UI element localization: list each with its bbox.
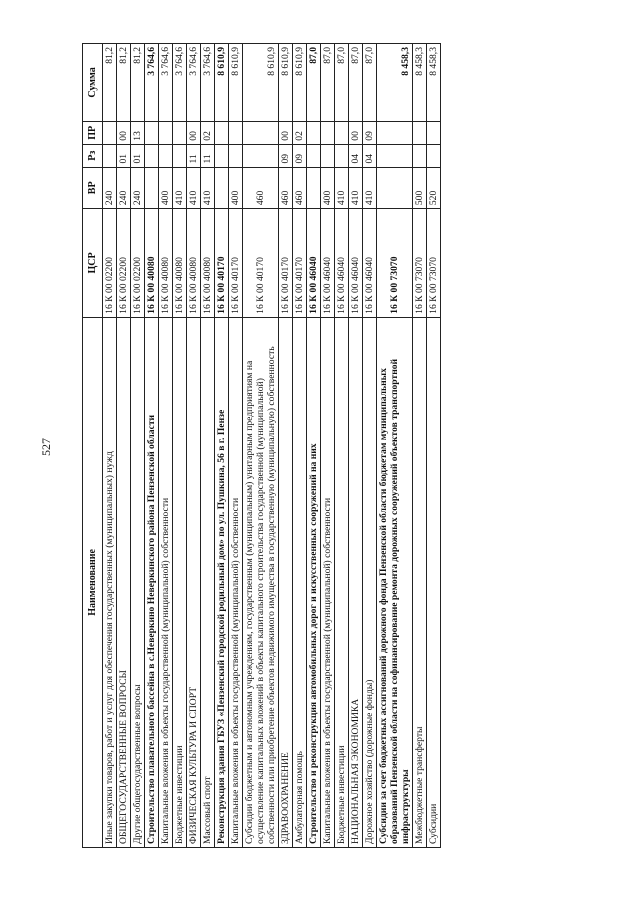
table-row — [293, 44, 307, 848]
cell-vr: 410 — [201, 167, 215, 209]
cell-csr: 16 К 00 40170 — [293, 209, 307, 318]
table-row — [159, 44, 173, 848]
cell-rz: 04 — [363, 144, 377, 167]
cell-rz — [229, 144, 243, 167]
table-row — [215, 44, 229, 848]
cell-csr: 16 К 00 46040 — [307, 209, 321, 318]
cell-vr: 400 — [321, 167, 335, 209]
cell-sum: 3 764,6 — [173, 44, 187, 122]
cell-rz — [215, 144, 229, 167]
cell-rz — [103, 144, 117, 167]
cell-rz — [173, 144, 187, 167]
cell-csr: 16 К 00 73070 — [377, 209, 413, 318]
table-row — [243, 44, 279, 848]
cell-sum: 8 610,9 — [293, 44, 307, 122]
cell-name: Капитальные вложения в объекты государственной (муниципальной) собственности — [321, 317, 335, 847]
cell-name: Капитальные вложения в объекты государственной (муниципальной) собственности — [159, 317, 173, 847]
cell-vr — [145, 167, 159, 209]
cell-name: Бюджетные инвестиции — [173, 317, 187, 847]
cell-pr: 00 — [349, 121, 363, 144]
cell-vr — [215, 167, 229, 209]
cell-pr — [321, 121, 335, 144]
table-row — [187, 44, 201, 848]
cell-rz — [377, 144, 413, 167]
table-row — [427, 44, 441, 848]
budget-table-rotated — [82, 43, 568, 848]
cell-sum: 87,0 — [321, 44, 335, 122]
cell-csr: 16 К 00 02200 — [103, 209, 117, 318]
cell-vr: 500 — [413, 167, 427, 209]
cell-csr: 16 К 00 02200 — [131, 209, 145, 318]
cell-pr — [377, 121, 413, 144]
table-row — [349, 44, 363, 848]
cell-vr: 410 — [363, 167, 377, 209]
cell-name: Массовый спорт — [201, 317, 215, 847]
cell-vr: 410 — [187, 167, 201, 209]
cell-csr: 16 К 00 40170 — [215, 209, 229, 318]
cell-csr: 16 К 00 40170 — [279, 209, 293, 318]
table-body — [103, 44, 441, 848]
cell-rz: 11 — [187, 144, 201, 167]
cell-pr: 00 — [279, 121, 293, 144]
cell-csr: 16 К 00 46040 — [349, 209, 363, 318]
cell-sum: 8 458,3 — [413, 44, 427, 122]
cell-rz: 09 — [279, 144, 293, 167]
cell-pr — [103, 121, 117, 144]
cell-pr — [229, 121, 243, 144]
cell-name: ОБЩЕГОСУДАРСТВЕННЫЕ ВОПРОСЫ — [117, 317, 131, 847]
header-name: Наименование — [83, 317, 103, 847]
header-pr: ПР — [83, 121, 103, 144]
cell-vr: 240 — [103, 167, 117, 209]
cell-csr: 16 К 00 02200 — [117, 209, 131, 318]
header-rz: Рз — [83, 144, 103, 167]
cell-csr: 16 К 00 40170 — [229, 209, 243, 318]
cell-name: Амбулаторная помощь — [293, 317, 307, 847]
table-row — [173, 44, 187, 848]
cell-pr: 00 — [187, 121, 201, 144]
cell-name: Реконструкция здания ГБУЗ «Пензенский городской родильный дом» по ул. Пушкина, 56 в г. Пензе — [215, 317, 229, 847]
cell-name: НАЦИОНАЛЬНАЯ ЭКОНОМИКА — [349, 317, 363, 847]
cell-sum: 8 458,3 — [427, 44, 441, 122]
cell-name: Субсидии бюджетным и автономным учреждениям, государственным (муниципальным) унитарным предприятиям на осуществление капитальных вложений в объекты капитального строительства государственной (муниципальной) собственности или приобретение объектов недвижимого имущества в государственную (муниципальную) собственность — [243, 317, 279, 847]
cell-sum: 87,0 — [307, 44, 321, 122]
cell-name: Строительство плавательного бассейна в с.Неверкино Неверкинского района Пензенской области — [145, 317, 159, 847]
cell-csr: 16 К 00 40170 — [243, 209, 279, 318]
cell-name: Бюджетные инвестиции — [335, 317, 349, 847]
table-row — [279, 44, 293, 848]
cell-sum: 87,0 — [363, 44, 377, 122]
cell-name: Дорожное хозяйство (дорожные фонды) — [363, 317, 377, 847]
cell-csr: 16 К 00 40080 — [145, 209, 159, 318]
table-row — [103, 44, 117, 848]
cell-sum: 81,2 — [103, 44, 117, 122]
cell-pr: 02 — [293, 121, 307, 144]
cell-vr: 460 — [279, 167, 293, 209]
table-row — [413, 44, 427, 848]
cell-csr: 16 К 00 46040 — [363, 209, 377, 318]
table-row — [145, 44, 159, 848]
cell-rz — [413, 144, 427, 167]
cell-csr: 16 К 00 40080 — [173, 209, 187, 318]
cell-pr — [173, 121, 187, 144]
cell-pr — [159, 121, 173, 144]
cell-csr: 16 К 00 40080 — [187, 209, 201, 318]
cell-name: ФИЗИЧЕСКАЯ КУЛЬТУРА И СПОРТ — [187, 317, 201, 847]
cell-csr: 16 К 00 40080 — [159, 209, 173, 318]
cell-sum: 87,0 — [349, 44, 363, 122]
table-row — [363, 44, 377, 848]
table-row — [307, 44, 321, 848]
cell-vr: 240 — [117, 167, 131, 209]
cell-sum: 81,2 — [131, 44, 145, 122]
cell-sum: 8 610,9 — [243, 44, 279, 122]
cell-rz: 11 — [201, 144, 215, 167]
cell-pr: 13 — [131, 121, 145, 144]
cell-sum: 3 764,6 — [145, 44, 159, 122]
cell-pr: 09 — [363, 121, 377, 144]
cell-csr: 16 К 00 73070 — [427, 209, 441, 318]
cell-rz: 09 — [293, 144, 307, 167]
cell-vr: 410 — [173, 167, 187, 209]
header-vr: ВР — [83, 167, 103, 209]
cell-csr: 16 К 00 46040 — [335, 209, 349, 318]
cell-rz: 01 — [117, 144, 131, 167]
cell-sum: 8 610,9 — [279, 44, 293, 122]
cell-sum: 8 610,9 — [215, 44, 229, 122]
cell-rz — [335, 144, 349, 167]
cell-rz — [307, 144, 321, 167]
cell-vr: 520 — [427, 167, 441, 209]
cell-name: Капитальные вложения в объекты государственной (муниципальной) собственности — [229, 317, 243, 847]
cell-csr: 16 К 00 73070 — [413, 209, 427, 318]
cell-rz — [145, 144, 159, 167]
cell-pr — [427, 121, 441, 144]
header-sum: Сумма — [83, 44, 103, 122]
table-row — [335, 44, 349, 848]
budget-table — [82, 43, 441, 848]
cell-vr — [377, 167, 413, 209]
cell-rz — [427, 144, 441, 167]
cell-rz: 04 — [349, 144, 363, 167]
cell-rz: 01 — [131, 144, 145, 167]
table-row — [377, 44, 413, 848]
cell-rz — [321, 144, 335, 167]
table-row — [229, 44, 243, 848]
cell-pr — [215, 121, 229, 144]
cell-rz — [243, 144, 279, 167]
cell-vr: 460 — [243, 167, 279, 209]
cell-sum: 3 764,6 — [187, 44, 201, 122]
cell-pr — [413, 121, 427, 144]
cell-vr: 400 — [229, 167, 243, 209]
cell-name: Межбюджетные трансферты — [413, 317, 427, 847]
cell-csr: 16 К 00 46040 — [321, 209, 335, 318]
cell-vr: 400 — [159, 167, 173, 209]
cell-pr — [307, 121, 321, 144]
table-row — [131, 44, 145, 848]
cell-vr: 240 — [131, 167, 145, 209]
cell-pr — [243, 121, 279, 144]
cell-name: Другие общегосударственные вопросы — [131, 317, 145, 847]
header-csr: ЦСР — [83, 209, 103, 318]
cell-vr: 410 — [335, 167, 349, 209]
cell-sum: 3 764,6 — [159, 44, 173, 122]
cell-pr: 02 — [201, 121, 215, 144]
cell-name: Иные закупки товаров, работ и услуг для обеспечения государственных (муниципальных) нужд — [103, 317, 117, 847]
table-row — [201, 44, 215, 848]
cell-vr: 410 — [349, 167, 363, 209]
table-row — [117, 44, 131, 848]
cell-vr: 460 — [293, 167, 307, 209]
cell-pr: 00 — [117, 121, 131, 144]
cell-name: Субсидии за счет бюджетных ассигнований дорожного фонда Пензенской области бюджетам муниципальных образований Пензенской области на софинансирование ремонта дорожных сооружений объектов транспортной инфраструктуры — [377, 317, 413, 847]
table-header-row — [83, 44, 103, 848]
cell-sum: 8 458,3 — [377, 44, 413, 122]
page-number: 527 — [39, 438, 53, 456]
cell-sum: 87,0 — [335, 44, 349, 122]
cell-name: ЗДРАВООХРАНЕНИЕ — [279, 317, 293, 847]
cell-pr — [335, 121, 349, 144]
cell-rz — [159, 144, 173, 167]
cell-name: Строительство и реконструкция автомобильных дорог и искусственных сооружений на них — [307, 317, 321, 847]
table-row — [321, 44, 335, 848]
cell-sum: 3 764,6 — [201, 44, 215, 122]
cell-sum: 81,2 — [117, 44, 131, 122]
cell-vr — [307, 167, 321, 209]
cell-name: Субсидии — [427, 317, 441, 847]
cell-csr: 16 К 00 40080 — [201, 209, 215, 318]
cell-pr — [145, 121, 159, 144]
cell-sum: 8 610,9 — [229, 44, 243, 122]
